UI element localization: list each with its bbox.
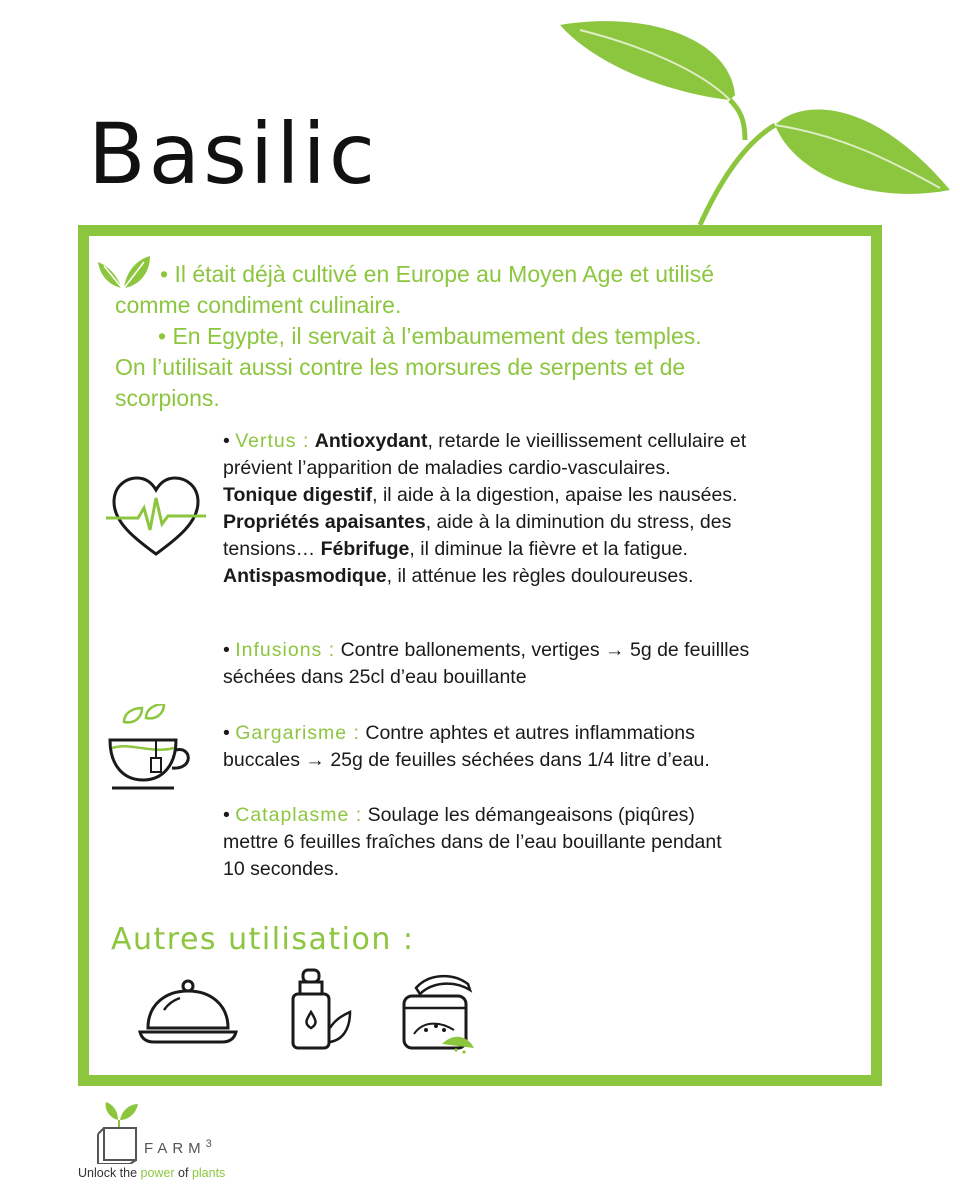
- vertus-text: prévient l’apparition de maladies cardio-vasculaires.: [223, 457, 671, 479]
- cataplasme-text: mettre 6 feuilles fraîches dans de l’eau bouillante pendant: [223, 831, 722, 853]
- vertus-label: Vertus :: [235, 430, 310, 452]
- tagline-part: plants: [191, 1166, 226, 1180]
- vertus-text: tensions…: [223, 538, 321, 560]
- vertus-text: , il aide à la digestion, apaise les nausées.: [372, 484, 738, 506]
- gargarisme-label: Gargarisme :: [235, 722, 360, 744]
- page-title: Basilic: [88, 105, 379, 203]
- vertus-text: , retarde le vieillissement cellulaire et: [427, 430, 747, 452]
- vertus-term: Propriétés apaisantes: [223, 511, 426, 533]
- brand-superscript: 3: [205, 1138, 217, 1150]
- autres-heading: Autres utilisation :: [111, 922, 415, 957]
- tagline-part: power: [140, 1166, 175, 1180]
- infusions-label: Infusions :: [235, 639, 336, 661]
- history-bullet-1-cont: comme condiment culinaire.: [115, 292, 402, 318]
- vertus-text: , il diminue la fièvre et la fatigue.: [409, 538, 688, 560]
- arrow-icon: →: [605, 639, 625, 661]
- heart-pulse-icon: [104, 472, 208, 558]
- vertus-term: Antispasmodique: [223, 565, 387, 587]
- history-bullet-2: • En Egypte, il servait à l’embaumement des temples.: [158, 323, 702, 349]
- vertus-text: , il atténue les règles douloureuses.: [386, 565, 694, 587]
- infusions-text: 5g de feuillles: [629, 639, 750, 661]
- infusions-text: Contre ballonements, vertiges: [340, 639, 600, 661]
- cataplasme-text: Soulage les démangeaisons (piqûres): [367, 804, 695, 826]
- vertus-paragraph: • Vertus : Antioxydant, retarde le vieillissement cellulaire et prévient l’apparition de maladies cardio-vasculaires. Tonique digestif, il aide à la digestion, apaise les nausées. Propriétés apaisantes, aide à la diminution du stress, des tensions… Fébrifuge, il diminue la fièvre et la fatigue. Antispasmodique, il atténue les règles douloureuses.: [223, 428, 868, 590]
- tea-cup-icon: [106, 704, 198, 796]
- cloche-icon: [138, 978, 238, 1044]
- gargarisme-paragraph: • Gargarisme : Contre aphtes et autres inflammations buccales → 25g de feuilles séchées dans 1/4 litre d’eau.: [223, 722, 710, 771]
- history-bullet-2-cont1: On l’utilisait aussi contre les morsures de serpents et de: [115, 354, 686, 380]
- arrow-icon: →: [305, 749, 325, 771]
- cataplasme-paragraph: • Cataplasme : Soulage les démangeaisons (piqûres) mettre 6 feuilles fraîches dans de l’eau bouillante pendant 10 secondes.: [223, 802, 868, 883]
- history-bullet-2-cont2: scorpions.: [115, 385, 220, 411]
- vertus-term: Antioxydant: [314, 430, 428, 452]
- infusions-paragraph: • Infusions : Contre ballonements, vertiges → 5g de feuillles séchées dans 25cl d’eau bouillante: [223, 637, 868, 691]
- cataplasme-label: Cataplasme :: [235, 804, 363, 826]
- vertus-term: Tonique digestif: [223, 484, 373, 506]
- brand-name-text: FARM: [144, 1140, 206, 1157]
- tagline-part: Unlock the: [78, 1166, 141, 1180]
- vertus-term: Fébrifuge: [320, 538, 410, 560]
- farm3-logo: [78, 1098, 248, 1164]
- history-bullet-1: • Il était déjà cultivé en Europe au Moyen Age et utilisé: [160, 261, 714, 287]
- brand-tagline: [78, 1166, 225, 1180]
- cataplasme-text: 10 secondes.: [223, 858, 340, 880]
- brand-name: [144, 1138, 217, 1157]
- cream-jar-icon: [398, 970, 478, 1054]
- leaf-icon: [96, 248, 152, 290]
- infusions-text: séchées dans 25cl d’eau bouillante: [223, 666, 527, 688]
- dropper-bottle-icon: [288, 968, 352, 1052]
- gargarisme-text: 25g de feuilles séchées dans 1/4 litre d’eau.: [330, 749, 710, 771]
- vertus-text: , aide à la diminution du stress, des: [425, 511, 732, 533]
- tagline-part: of: [174, 1166, 192, 1180]
- gargarisme-text: buccales: [223, 749, 300, 771]
- gargarisme-text: Contre aphtes et autres inflammations: [365, 722, 695, 744]
- leaves-illustration: [540, 0, 960, 240]
